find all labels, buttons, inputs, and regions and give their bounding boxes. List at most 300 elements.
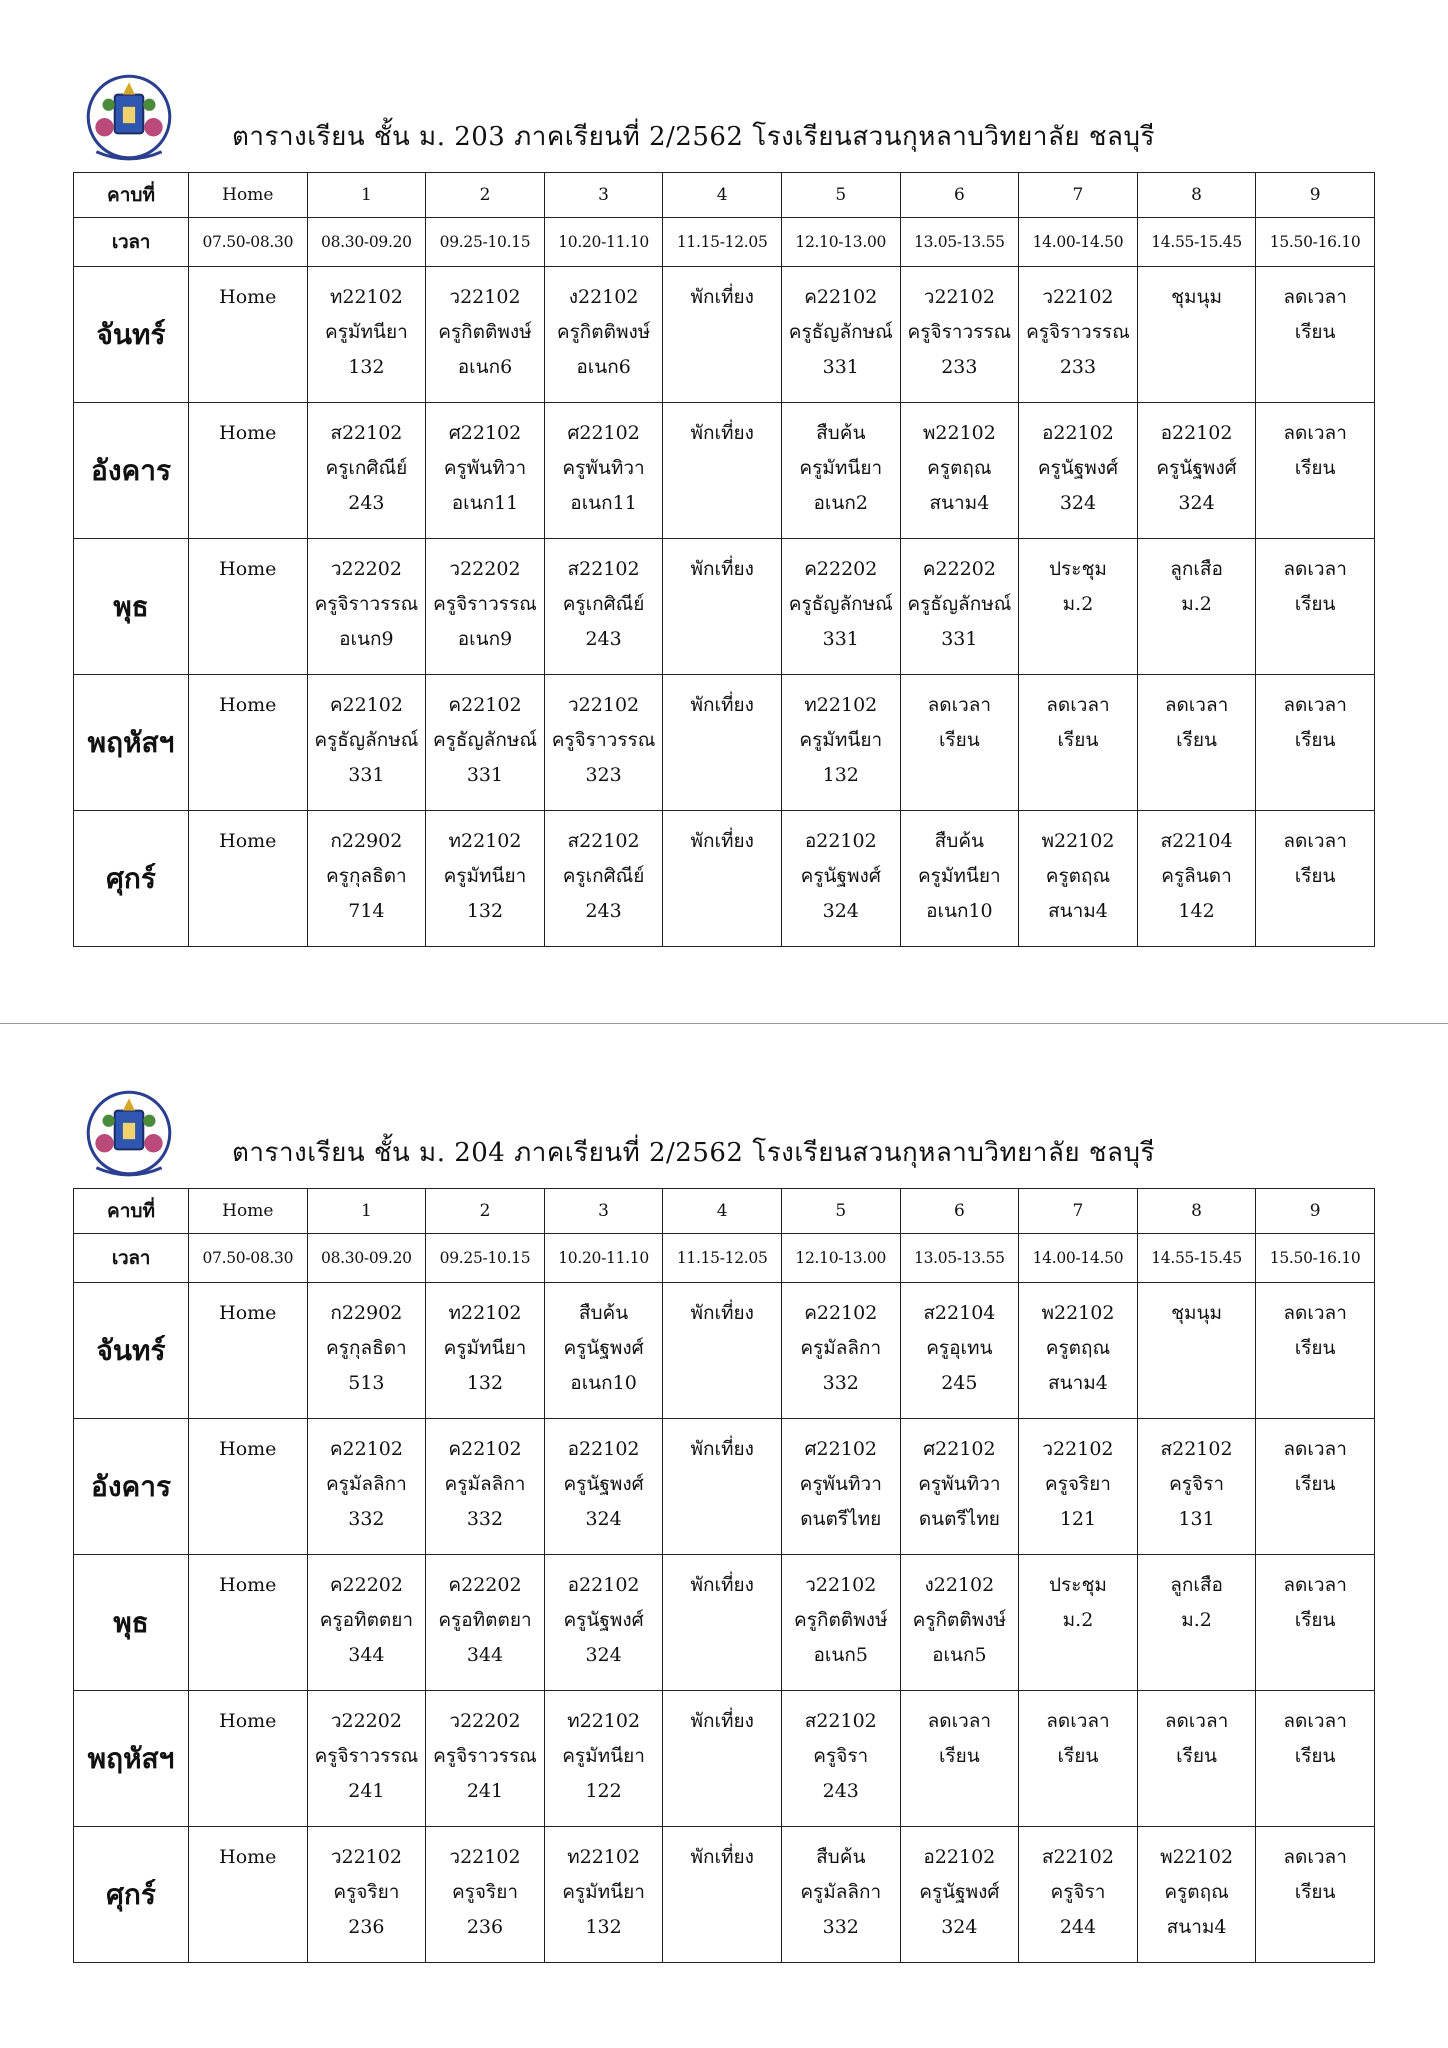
subject-code: ค22202	[804, 558, 878, 580]
schedule-cell	[1019, 403, 1138, 539]
time-slot: 13.05-13.55	[900, 218, 1019, 267]
teacher-name: เรียน	[1294, 1473, 1336, 1495]
schedule-cell	[426, 403, 545, 539]
period-number: 1	[307, 173, 426, 218]
room: 142	[1178, 900, 1215, 922]
schedule-cell	[663, 267, 782, 403]
subject-code: ประชุม	[1049, 558, 1107, 580]
subject-code: ค22202	[922, 558, 996, 580]
time-slot: 08.30-09.20	[307, 1234, 426, 1283]
day-label: อังคาร	[74, 403, 189, 539]
schedule-cell	[544, 811, 663, 947]
teacher-name: ครูเกศิณีย์	[562, 865, 645, 887]
schedule-cell	[1137, 675, 1256, 811]
subject-code: ส22104	[1160, 830, 1233, 852]
schedule-cell	[1137, 539, 1256, 675]
schedule-cell	[1256, 811, 1375, 947]
room: 344	[466, 1644, 504, 1666]
subject-code: ก22902	[330, 1302, 403, 1324]
period-label: คาบที่	[74, 1189, 189, 1234]
schedule-cell	[663, 403, 782, 539]
room: ดนตรีไทย	[800, 1508, 882, 1530]
subject-code: พ22102	[1041, 830, 1115, 852]
period-number: 6	[900, 173, 1019, 218]
subject-code: ว22202	[330, 1710, 402, 1732]
teacher-name: ครูมัทนียา	[799, 457, 883, 479]
schedule-cell	[1256, 1691, 1375, 1827]
room: 243	[585, 900, 622, 922]
room: 236	[466, 1916, 504, 1938]
schedule-cell	[1256, 1283, 1375, 1419]
subject-code: Home	[219, 422, 277, 444]
teacher-name: ครูกิตติพงษ์	[794, 1609, 888, 1631]
schedule-cell	[1019, 539, 1138, 675]
teacher-name: ครูกุลธิดา	[326, 1337, 407, 1359]
teacher-name: ครูลินดา	[1161, 865, 1232, 887]
room: 332	[466, 1508, 504, 1530]
subject-code: ท22102	[448, 1302, 522, 1324]
subject-code: ว22102	[1042, 286, 1114, 308]
schedule-cell	[1137, 1283, 1256, 1419]
time-slot: 10.20-11.10	[544, 1234, 663, 1283]
schedule-cell	[781, 1827, 900, 1963]
schedule-cell	[1019, 267, 1138, 403]
schedule-cell	[426, 1691, 545, 1827]
subject-code: Home	[219, 1846, 277, 1868]
teacher-name: ครูตฤณ	[1045, 1337, 1111, 1359]
schedule-cell	[663, 539, 782, 675]
room: 241	[466, 1780, 504, 1802]
subject-code: ลดเวลา	[1283, 286, 1347, 308]
schedule-cell	[1256, 403, 1375, 539]
schedule-cell	[900, 1691, 1019, 1827]
schedule-cell	[544, 267, 663, 403]
subject-code: สืบค้น	[816, 422, 866, 444]
schedule-cell	[189, 811, 308, 947]
subject-code: อ22102	[923, 1846, 996, 1868]
teacher-name: ครูมัลลิกา	[800, 1881, 882, 1903]
subject-code: ศ22102	[567, 422, 640, 444]
teacher-name: เรียน	[1294, 865, 1336, 887]
teacher-name: ครูจิราวรรณ	[433, 593, 537, 615]
schedule-cell	[781, 403, 900, 539]
room: 233	[941, 356, 978, 378]
day-label: พุธ	[74, 539, 189, 675]
day-label: ศุกร์	[74, 1827, 189, 1963]
subject-code: ลดเวลา	[1164, 694, 1229, 716]
teacher-name: ครูตฤณ	[927, 457, 992, 479]
teacher-name: ครูนัฐพงศ์	[1037, 457, 1119, 479]
period-number: 8	[1137, 173, 1256, 218]
schedule-cell	[189, 539, 308, 675]
room: 324	[585, 1644, 622, 1666]
room: 245	[941, 1372, 978, 1394]
subject-code: พักเที่ยง	[690, 422, 754, 444]
room: 233	[1059, 356, 1097, 378]
teacher-name: ครูจิราวรรณ	[907, 321, 1012, 343]
schedule-cell	[307, 1691, 426, 1827]
schedule-cell	[426, 811, 545, 947]
subject-code: ลดเวลา	[1046, 694, 1110, 716]
teacher-name: ครูธัญลักษณ์	[907, 593, 1012, 615]
schedule-cell	[1019, 1691, 1138, 1827]
schedule-cell	[1019, 1283, 1138, 1419]
schedule-cell	[544, 1827, 663, 1963]
subject-code: พักเที่ยง	[690, 1438, 754, 1460]
time-slot: 14.55-15.45	[1137, 218, 1256, 267]
day-row	[74, 675, 1375, 811]
day-label: อังคาร	[74, 1419, 189, 1555]
period-number: 3	[544, 1189, 663, 1234]
room: 331	[466, 764, 504, 786]
teacher-name: เรียน	[1294, 593, 1336, 615]
subject-code: พักเที่ยง	[690, 286, 754, 308]
teacher-name: ครูนัฐพงศ์	[919, 1881, 1000, 1903]
teacher-name: ครูกิตติพงษ์	[912, 1609, 1007, 1631]
time-header-row	[74, 218, 1375, 267]
teacher-name: ครูตฤณ	[1164, 1881, 1229, 1903]
subject-code: ส22102	[1041, 1846, 1114, 1868]
schedule-cell	[1019, 675, 1138, 811]
teacher-name: ครูอทิตตยา	[319, 1609, 414, 1631]
teacher-name: ครูจิราวรรณ	[433, 1745, 537, 1767]
subject-code: อ22102	[567, 1574, 640, 1596]
schedule-cell	[426, 1419, 545, 1555]
room: 243	[822, 1780, 859, 1802]
time-header-row	[74, 1234, 1375, 1283]
schedule-cell	[663, 1555, 782, 1691]
subject-code: ลดเวลา	[1164, 1710, 1229, 1732]
teacher-name: ครูธัญลักษณ์	[788, 593, 893, 615]
teacher-name: ครูจิราวรรณ	[314, 593, 419, 615]
time-slot: 07.50-08.30	[189, 218, 308, 267]
subject-code: ง22102	[924, 1574, 995, 1596]
time-slot: 09.25-10.15	[426, 218, 545, 267]
schedule-cell	[1256, 1419, 1375, 1555]
room: 331	[822, 356, 859, 378]
day-row	[74, 811, 1375, 947]
teacher-name: ครูมัทนียา	[443, 865, 527, 887]
day-row	[74, 539, 1375, 675]
time-slot: 09.25-10.15	[426, 1234, 545, 1283]
teacher-name: ครูเกศิณีย์	[562, 593, 645, 615]
room: 122	[585, 1780, 622, 1802]
subject-code: ส22102	[804, 1710, 877, 1732]
subject-code: ท22102	[448, 830, 522, 852]
subject-code: พักเที่ยง	[690, 1710, 754, 1732]
schedule-cell	[900, 539, 1019, 675]
subject-code: ลดเวลา	[1046, 1710, 1110, 1732]
teacher-name: เรียน	[1294, 1745, 1336, 1767]
period-header-row	[74, 173, 1375, 218]
teacher-name: ครูจริยา	[333, 1881, 400, 1903]
room: 132	[822, 764, 859, 786]
subject-code: ว22102	[568, 694, 640, 716]
schedule-cell	[1137, 1827, 1256, 1963]
day-label: จันทร์	[74, 1283, 189, 1419]
teacher-name: ครูมัลลิกา	[800, 1337, 882, 1359]
period-number: 2	[426, 1189, 545, 1234]
teacher-name: ครูมัทนียา	[562, 1745, 645, 1767]
schedule-cell	[1137, 1691, 1256, 1827]
schedule-cell	[307, 403, 426, 539]
schedule-cell	[900, 1555, 1019, 1691]
period-number: 7	[1019, 1189, 1138, 1234]
room: อเนก10	[926, 900, 993, 922]
teacher-name: เรียน	[1294, 729, 1336, 751]
teacher-name: ม.2	[1181, 593, 1212, 615]
room: 331	[941, 628, 978, 650]
subject-code: ลดเวลา	[1283, 1574, 1347, 1596]
subject-code: ส22102	[1160, 1438, 1233, 1460]
subject-code: ลูกเสือ	[1170, 1574, 1223, 1596]
subject-code: ส22102	[330, 422, 403, 444]
schedule-cell	[307, 1827, 426, 1963]
schedule-cell	[663, 675, 782, 811]
schedule-cell	[544, 1555, 663, 1691]
schedule-cell	[544, 1691, 663, 1827]
schedule-cell	[307, 1283, 426, 1419]
subject-code: อ22102	[1042, 422, 1114, 444]
time-slot: 12.10-13.00	[781, 218, 900, 267]
schedule-cell	[189, 1691, 308, 1827]
subject-code: ค22102	[329, 1438, 403, 1460]
period-number: 7	[1019, 173, 1138, 218]
room: 132	[348, 356, 385, 378]
schedule-cell	[1137, 1419, 1256, 1555]
subject-code: พ22102	[1160, 1846, 1234, 1868]
schedule-cell	[544, 539, 663, 675]
teacher-name: ครูพันทิวา	[799, 1473, 882, 1495]
schedule-cell	[781, 1283, 900, 1419]
teacher-name: ครูกุลธิดา	[326, 865, 407, 887]
time-slot: 11.15-12.05	[663, 1234, 782, 1283]
school-crest-logo	[78, 1080, 180, 1182]
subject-code: ส22102	[567, 558, 640, 580]
schedule-cell	[544, 1283, 663, 1419]
subject-code: Home	[219, 286, 277, 308]
teacher-name: เรียน	[1294, 321, 1336, 343]
teacher-name: เรียน	[1294, 1881, 1336, 1903]
subject-code: พักเที่ยง	[690, 830, 754, 852]
teacher-name: ครูมัลลิกา	[325, 1473, 407, 1495]
room: สนาม4	[1166, 1916, 1227, 1938]
room: 332	[822, 1916, 859, 1938]
day-label: พฤหัสฯ	[74, 1691, 189, 1827]
time-slot: 15.50-16.10	[1256, 1234, 1375, 1283]
room: 324	[1059, 492, 1097, 514]
schedule-cell	[189, 675, 308, 811]
time-slot: 14.00-14.50	[1019, 218, 1138, 267]
schedule-cell	[544, 1419, 663, 1555]
subject-code: ลูกเสือ	[1170, 558, 1223, 580]
period-number: 9	[1256, 1189, 1375, 1234]
subject-code: ศ22102	[804, 1438, 878, 1460]
schedule-cell	[1137, 1555, 1256, 1691]
room: สนาม4	[1048, 900, 1108, 922]
teacher-name: ครูจิรา	[1169, 1473, 1224, 1495]
schedule-cell	[1019, 811, 1138, 947]
time-slot: 12.10-13.00	[781, 1234, 900, 1283]
schedule-cell	[426, 1283, 545, 1419]
schedule-cell	[663, 1419, 782, 1555]
room: 131	[1178, 1508, 1215, 1530]
teacher-name: ครูนัฐพงศ์	[800, 865, 881, 887]
schedule-cell	[307, 811, 426, 947]
schedule-cell	[1137, 811, 1256, 947]
teacher-name: ครูอทิตตยา	[438, 1609, 532, 1631]
day-row	[74, 1827, 1375, 1963]
room: อเนก6	[457, 356, 513, 378]
teacher-name: เรียน	[938, 729, 980, 751]
teacher-name: ครูจริยา	[451, 1881, 519, 1903]
subject-code: ลดเวลา	[927, 694, 992, 716]
schedule-cell	[900, 267, 1019, 403]
schedule-cell	[663, 811, 782, 947]
schedule-cell	[544, 403, 663, 539]
room: 324	[1178, 492, 1215, 514]
page-title: ตารางเรียน ชั้น ม. 203 ภาคเรียนที่ 2/2562 โรงเรียนสวนกุหลาบวิทยาลัย ชลบุรี	[232, 122, 1155, 152]
schedule-cell	[426, 267, 545, 403]
subject-code: ง22102	[568, 286, 639, 308]
schedule-cell	[307, 675, 426, 811]
subject-code: ลดเวลา	[927, 1710, 992, 1732]
page-title: ตารางเรียน ชั้น ม. 204 ภาคเรียนที่ 2/2562 โรงเรียนสวนกุหลาบวิทยาลัย ชลบุรี	[232, 1138, 1155, 1168]
schedule-cell	[189, 267, 308, 403]
subject-code: ลดเวลา	[1283, 1846, 1347, 1868]
schedule-cell	[426, 675, 545, 811]
subject-code: ลดเวลา	[1283, 1710, 1347, 1732]
teacher-name: ครูมัทนียา	[325, 321, 408, 343]
room: อเนก9	[457, 628, 513, 650]
period-number: 5	[781, 173, 900, 218]
time-slot: 15.50-16.10	[1256, 218, 1375, 267]
subject-code: พักเที่ยง	[690, 1574, 754, 1596]
period-number: 2	[426, 173, 545, 218]
day-label: พุธ	[74, 1555, 189, 1691]
schedule-cell	[189, 1827, 308, 1963]
subject-code: อ22102	[804, 830, 877, 852]
subject-code: ว22102	[1042, 1438, 1114, 1460]
schedule-cell	[1137, 267, 1256, 403]
teacher-name: ครูอุเทน	[926, 1337, 993, 1359]
subject-code: ลดเวลา	[1283, 1302, 1347, 1324]
time-slot: 14.55-15.45	[1137, 1234, 1256, 1283]
room: อเนก11	[451, 492, 519, 514]
schedule-cell	[1256, 267, 1375, 403]
subject-code: Home	[219, 1438, 277, 1460]
teacher-name: ครูมัทนียา	[799, 729, 883, 751]
schedule-cell	[900, 675, 1019, 811]
schedule-cell	[781, 539, 900, 675]
teacher-name: เรียน	[938, 1745, 980, 1767]
teacher-name: เรียน	[1294, 1337, 1336, 1359]
room: 332	[348, 1508, 385, 1530]
teacher-name: ครูนัฐพงศ์	[1156, 457, 1237, 479]
room: 243	[585, 628, 622, 650]
subject-code: ค22202	[329, 1574, 403, 1596]
time-slot: 08.30-09.20	[307, 218, 426, 267]
subject-code: ท22102	[567, 1846, 641, 1868]
subject-code: ท22102	[329, 286, 403, 308]
teacher-name: ครูเกศิณีย์	[325, 457, 408, 479]
subject-code: พักเที่ยง	[690, 558, 754, 580]
period-number: Home	[189, 1189, 308, 1234]
schedule-cell	[1019, 1419, 1138, 1555]
subject-code: ประชุม	[1049, 1574, 1107, 1596]
period-number: 3	[544, 173, 663, 218]
subject-code: พักเที่ยง	[690, 694, 754, 716]
subject-code: ลดเวลา	[1283, 694, 1347, 716]
schedule-cell	[900, 1419, 1019, 1555]
time-slot: 11.15-12.05	[663, 218, 782, 267]
teacher-name: ครูมัลลิกา	[444, 1473, 526, 1495]
schedule-cell	[1256, 1827, 1375, 1963]
subject-code: ค22102	[804, 1302, 878, 1324]
teacher-name: เรียน	[1176, 729, 1217, 751]
schedule-cell	[544, 675, 663, 811]
subject-code: Home	[219, 558, 277, 580]
period-label: คาบที่	[74, 173, 189, 218]
schedule-cell	[307, 1555, 426, 1691]
subject-code: Home	[219, 1710, 277, 1732]
room: อเนก6	[576, 356, 631, 378]
subject-code: ค22102	[448, 1438, 522, 1460]
time-slot: 07.50-08.30	[189, 1234, 308, 1283]
teacher-name: ครูมัทนียา	[917, 865, 1001, 887]
schedule-cell	[1256, 675, 1375, 811]
subject-code: สืบค้น	[578, 1302, 629, 1324]
subject-code: พ22102	[1041, 1302, 1115, 1324]
day-row	[74, 1419, 1375, 1555]
period-number: 4	[663, 1189, 782, 1234]
schedule-cell	[426, 539, 545, 675]
subject-code: ว22202	[449, 1710, 521, 1732]
schedule-cell	[307, 539, 426, 675]
teacher-name: เรียน	[1057, 1745, 1099, 1767]
subject-code: Home	[219, 830, 277, 852]
schedule-cell	[781, 811, 900, 947]
subject-code: ว22202	[330, 558, 402, 580]
room: สนาม4	[1048, 1372, 1108, 1394]
room: 236	[348, 1916, 385, 1938]
teacher-name: ครูนัฐพงศ์	[563, 1473, 644, 1495]
timetable-grid	[73, 1188, 1375, 1963]
teacher-name: ม.2	[1062, 1609, 1094, 1631]
room: 714	[348, 900, 385, 922]
schedule-cell	[307, 1419, 426, 1555]
schedule-cell	[900, 1283, 1019, 1419]
schedule-cell	[900, 1827, 1019, 1963]
room: อเนก5	[932, 1644, 987, 1666]
subject-code: อ22102	[567, 1438, 640, 1460]
room: 332	[822, 1372, 859, 1394]
teacher-name: ครูจิราวรรณ	[1026, 321, 1130, 343]
subject-code: Home	[219, 694, 277, 716]
time-slot: 10.20-11.10	[544, 218, 663, 267]
teacher-name: ครูธัญลักษณ์	[314, 729, 419, 751]
schedule-cell	[1019, 1827, 1138, 1963]
schedule-cell	[781, 1691, 900, 1827]
schedule-cell	[189, 403, 308, 539]
teacher-name: ครูนัฐพงศ์	[563, 1337, 644, 1359]
room: 324	[941, 1916, 978, 1938]
room: 132	[466, 900, 504, 922]
schedule-cell	[1256, 539, 1375, 675]
teacher-name: เรียน	[1294, 457, 1336, 479]
schedule-cell	[781, 1555, 900, 1691]
room: 243	[348, 492, 385, 514]
